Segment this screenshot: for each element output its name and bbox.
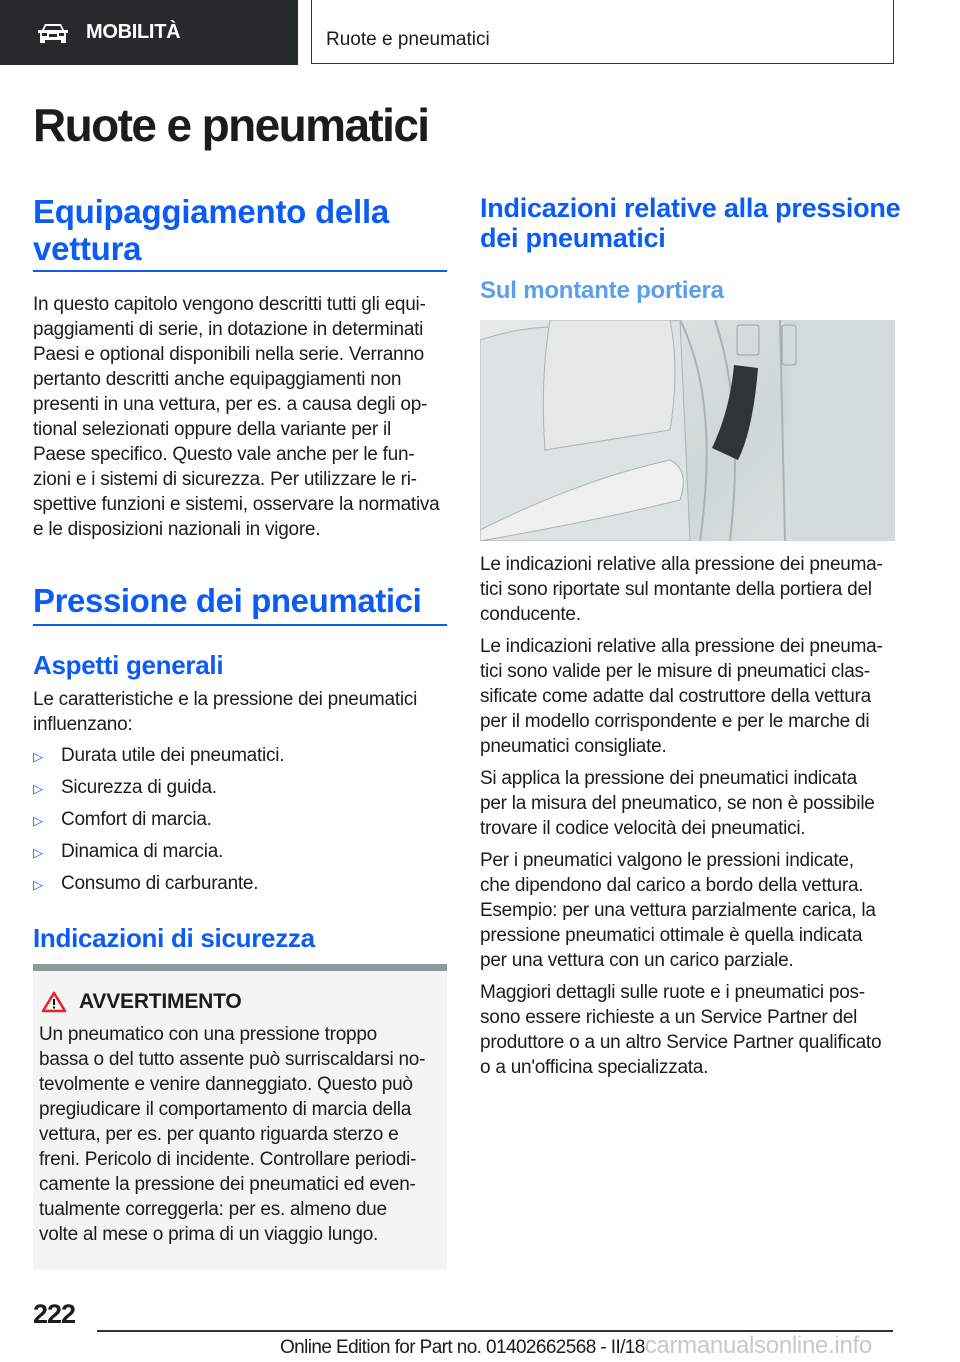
list-item: [33, 841, 223, 863]
list-item-text: Comfort di marcia.: [61, 809, 212, 830]
paragraph: Si applica la pressione dei pneumatici indicata per la misura del pneumatico, se non è possibile trovare il codice velocità dei pneumatici.: [480, 768, 875, 839]
heading-rule: [33, 270, 447, 272]
heading-sicurezza: Indicazioni di sicurezza: [33, 923, 315, 953]
page-number: 222: [33, 1299, 76, 1329]
page-title: Ruote e pneumatici: [33, 99, 429, 151]
list-item: [33, 809, 212, 831]
list-item-text: Sicurezza di guida.: [61, 777, 217, 798]
paragraph: Le indicazioni relative alla pressione dei pneuma- tici sono riportate sul montante della portiera del conducente.: [480, 554, 883, 625]
paragraph-equipaggiamento: In questo capitolo vengono descritti tutti gli equi- paggiamenti di serie, in dotazione in determinati Paesi e optional disponibili nella serie. Verranno pertanto descritti anche equipaggiamenti non presenti in una vettura, per es. a causa degli op- tional selezionati oppure della variante per il Paese specifico. Questo vale anche per le fun- zioni e i sistemi di sicurezza. Per utilizzare le ri- spettive funzioni e sistemi, osservare la normativa e le disposizioni nazionali in vigore.: [33, 294, 440, 540]
door-pillar-illustration: [480, 320, 895, 541]
heading-aspetti: Aspetti generali: [33, 650, 224, 680]
list-item-text: Dinamica di marcia.: [61, 841, 224, 862]
heading-equipaggiamento: Equipaggiamento della vettura: [33, 193, 389, 267]
watermark: carmanualsonline.info: [644, 1332, 872, 1359]
paragraph: Per i pneumatici valgono le pressioni indicate, che dipendono dal carico a bordo della vettura. Esempio: per una vettura parzialmente carica, la pressione pneumatici ottimale è quella indicata per una vettura con un carico parziale.: [480, 850, 876, 971]
section-label: MOBILITÀ: [86, 21, 181, 43]
warning-box: [33, 964, 447, 1270]
chapter-label: Ruote e pneumatici: [326, 29, 490, 50]
list-item-text: Consumo di carburante.: [61, 873, 259, 894]
list-item-text: Durata utile dei pneumatici.: [61, 745, 285, 766]
heading-rule: [33, 624, 447, 626]
paragraph-aspetti: Le caratteristiche e la pressione dei pneumatici influenzano:: [33, 689, 418, 735]
heading-montante: Sul montante portiera: [480, 277, 724, 304]
edition-text: Online Edition for Part no. 01402662568 - II/18: [280, 1337, 645, 1358]
paragraph: Maggiori dettagli sulle ruote e i pneumatici pos- sono essere richieste a un Service Partner del produttore o a un altro Service Partner qualificato o a un'officina specializzata.: [480, 982, 882, 1078]
list-item: [33, 745, 284, 767]
warning-title-row: [41, 990, 242, 1014]
warning-triangle-icon: [41, 991, 67, 1013]
right-column-text: [480, 552, 910, 1080]
bullet-triangle-icon: ▷: [33, 749, 43, 764]
bullet-triangle-icon: ▷: [33, 813, 43, 828]
list-item: [33, 777, 217, 799]
bullet-triangle-icon: ▷: [33, 877, 43, 892]
list-item: [33, 873, 258, 895]
footer-edition: [280, 1332, 872, 1360]
section-header: [0, 0, 298, 65]
heading-pressione: Pressione dei pneumatici: [33, 582, 422, 619]
bullet-triangle-icon: ▷: [33, 845, 43, 860]
chapter-header: [311, 0, 894, 64]
warning-title: AVVERTIMENTO: [79, 990, 242, 1013]
car-icon: [36, 21, 70, 45]
warning-bar: [33, 964, 447, 971]
heading-indicazioni: Indicazioni relative alla pressione dei pneumatici: [480, 193, 901, 253]
bullet-triangle-icon: ▷: [33, 781, 43, 796]
warning-text: Un pneumatico con una pressione troppo bassa o del tutto assente può surriscaldarsi no- tevolmente e venire danneggiato. Questo può pregiudicare il comportamento di marcia della vettura, per es. per quanto riguarda sterzo e freni. Pericolo di incidente. Controllare periodi- camente la pressione dei pneumatici ed even- tualmente correggerla: per es. almeno due volte al mese o prima di un viaggio lungo.: [39, 1024, 426, 1245]
paragraph: Le indicazioni relative alla pressione dei pneuma- tici sono valide per le misure di pneumatici clas- sificate come adatte dal costruttore della vettura per il modello corrispondente e per le marche di pneumatici consigliate.: [480, 636, 883, 757]
